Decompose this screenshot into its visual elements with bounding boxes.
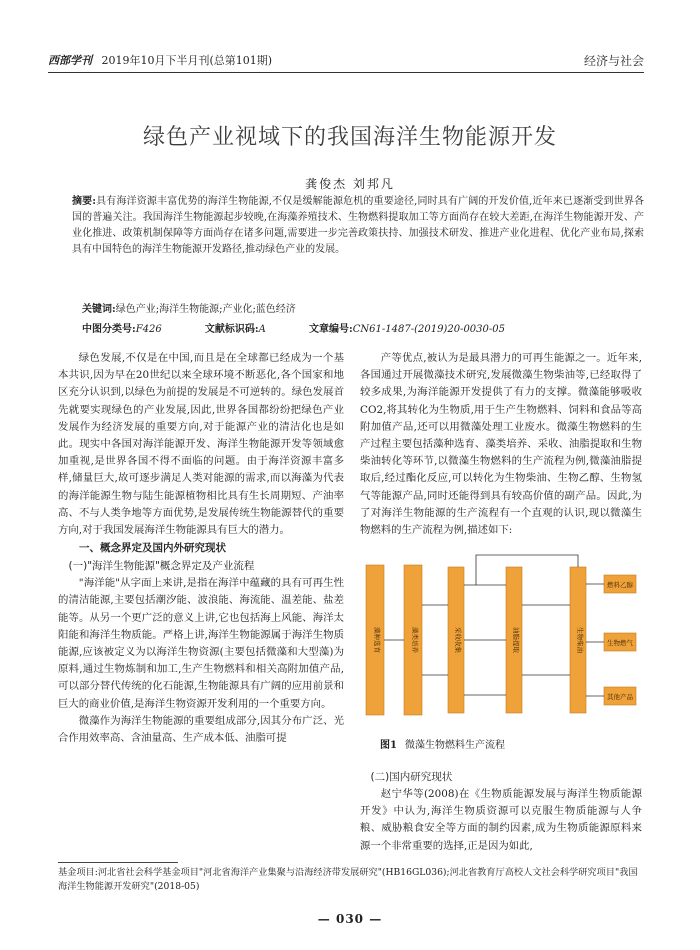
keywords-label: 关键词:: [82, 304, 116, 315]
abstract-text: 具有海洋资源丰富优势的海洋生物能源,不仅是缓解能源危机的重要途径,同时具有广阔的开发价值,近年来已逐渐受到世界各国的普遍关注。我国海洋生物能源起步较晚,在海藻养殖技术、生物燃料提取加工等方面尚存在较大差距,在海洋生物能源开发、产业化推进、政策机制保障等方面尚存在诸多问题,需要进一步完善政策扶持、加强技术研发、推进产业化进程、优化产业布局,探索具有中国特色的海洋生物能源开发路径,推动绿色产业的发展。: [72, 196, 644, 255]
id-label: 文章编号:: [309, 324, 353, 335]
flow-label: 采收收集: [454, 627, 462, 653]
page-number: — 030 —: [317, 912, 383, 926]
id-value: CN61-1487-(2019)20-0030-05: [352, 324, 505, 335]
left-column: [58, 350, 344, 747]
article-title: 绿色产业视域下的我国海洋生物能源开发: [142, 125, 557, 150]
flow-label: 生物燃气: [607, 639, 633, 647]
flow-label: 生物柴油: [576, 627, 584, 653]
article-id: [309, 324, 505, 335]
class-label: 中图分类号:: [82, 324, 136, 335]
keywords-text: 绿色产业;海洋生物能源;产业化;蓝色经济: [115, 304, 296, 315]
body-paragraph: "海洋能"从字面上来讲,是指在海洋中蕴藏的具有可再生性的清洁能源,主要包括潮汐能、波浪能、海流能、温差能、盐差能等。从另一个更广泛的意义上讲,它也包括海上风能、海洋太阳能和海洋生物质能。严格上讲,海洋生物能源属于海洋生物质能源,应该被定义为以海洋生物资源(主要包括微藻和大型藻)为原料,通过生物炼制和加工,生产生物燃料和相关高附加值产品,可以部分替代传统的化石能源,生物能源具有广阔的应用前景和巨大的商业价值,是海洋生物资源开发利用的一个重要方向。: [58, 577, 344, 710]
intro-paragraph: 绿色发展,不仅是在中国,而且是在全球都已经成为一个基本共识,因为早在20世纪以来全球环境不断恶化,各个国家和地区充分认识到,以绿色为前提的发展是不可逆转的。绿色发展首先就要实现绿色的产业发展,因此,世界各国都纷纷把绿色产业发展作为经济发展的重要方向,对于能源产业的清洁化也是如此。现实中各国对海洋能源开发、海洋生物能源开发等领域愈加重视,是世界各国不得不面临的问题。由于海洋资源丰富多样,储量巨大,故可逐步满足人类对能源的需求,而以海藻为代表的海洋能源生物与陆生能源植物相比具有生长周期短、产油率高、不与人类争地等方面优势,是发展传统生物能源替代的重要方向,对于我国发展海洋生物能源具有巨大的潜力。: [58, 352, 344, 537]
article-authors: 龚俊杰 刘邦凡: [305, 177, 395, 191]
flow-label: 藻类培养: [411, 627, 419, 653]
flow-label: 其他产品: [607, 693, 633, 701]
classification-line: [82, 320, 662, 335]
journal-issue: 2019年10月下半月刊(总第101期): [101, 54, 273, 67]
subsection-heading: (二)国内研究现状: [370, 771, 453, 783]
keywords: [82, 302, 642, 318]
class-value: F426: [135, 324, 162, 335]
figure-number: 图1: [380, 740, 397, 751]
body-paragraph: 赵宁华等(2008)在《生物质能源发展与海洋生物质能源开发》中认为,海洋生物质资源可以克服生物质能源与人争粮、威胁粮食安全等方面的制约因素,成为生物质能源原料来源一个非常重要的选择,正是因为如此,: [360, 788, 642, 852]
flow-label: 油脂提取: [512, 627, 520, 653]
flow-label: 燃料乙醇: [607, 581, 633, 589]
subsection-heading: (一)"海洋生物能源"概念界定及产业流程: [68, 560, 255, 573]
flow-label: 藻种选育: [373, 627, 381, 653]
footnote-divider: [58, 862, 178, 863]
journal-name: 西部学刊: [48, 54, 92, 67]
body-paragraph: 产等优点,被认为是最具潜力的可再生能源之一。近年来,各国通过开展微藻技术研究,发展微藻生物柴油等,已经取得了较多成果,为海洋能源开发提供了有力的支撑。微藻能够吸收CO2,将其转化为生物质,用于生产生物燃料、饲料和食品等高附加值产品,还可以用微藻处理工业废水。微藻生物燃料的生产过程主要包括藻种选育、藻类培养、采收、油脂提取和生物柴油转化等环节,以微藻生物燃料的生产流程为例,微藻油脂提取后,经过酯化反应,可以转化为生物柴油、生物乙醇、生物氢气等能源产品,同时还能得到具有较高价值的副产品。因此,为了对海洋生物能源的生产流程有一个直观的认识,现以微藻生物燃料的生产流程为例,描述如下:: [360, 352, 642, 537]
footnote: 基金项目:河北省社会科学基金项目"河北省海洋产业集聚与沿海经济带发展研究"(HB16GL036);河北省教育厅高校人文社会科学研究项目"我国海洋生物能源开发研究"(2018-05): [58, 867, 638, 892]
class-number: [82, 324, 162, 335]
section-heading: 一、概念界定及国内外研究现状: [79, 542, 226, 555]
journal-header: [48, 52, 272, 68]
right-column-lower: [360, 768, 642, 855]
doc-code: [205, 324, 266, 335]
abstract: [72, 194, 644, 258]
figure-caption-text: 微藻生物燃料生产流程: [404, 740, 505, 751]
figure-caption: [380, 736, 505, 751]
flow-diagram: [356, 545, 646, 737]
body-paragraph: 微藻作为海洋生物能源的重要组成部分,因其分布广泛、光合作用效率高、含油量高、生产成本低、油脂可提: [58, 714, 344, 745]
doc-label: 文献标识码:: [204, 324, 259, 335]
doc-value: A: [258, 324, 266, 335]
section-label: 经济与社会: [583, 54, 644, 68]
header-divider: [48, 72, 644, 73]
abstract-label: 摘要:: [72, 196, 96, 207]
right-column: [360, 350, 642, 539]
